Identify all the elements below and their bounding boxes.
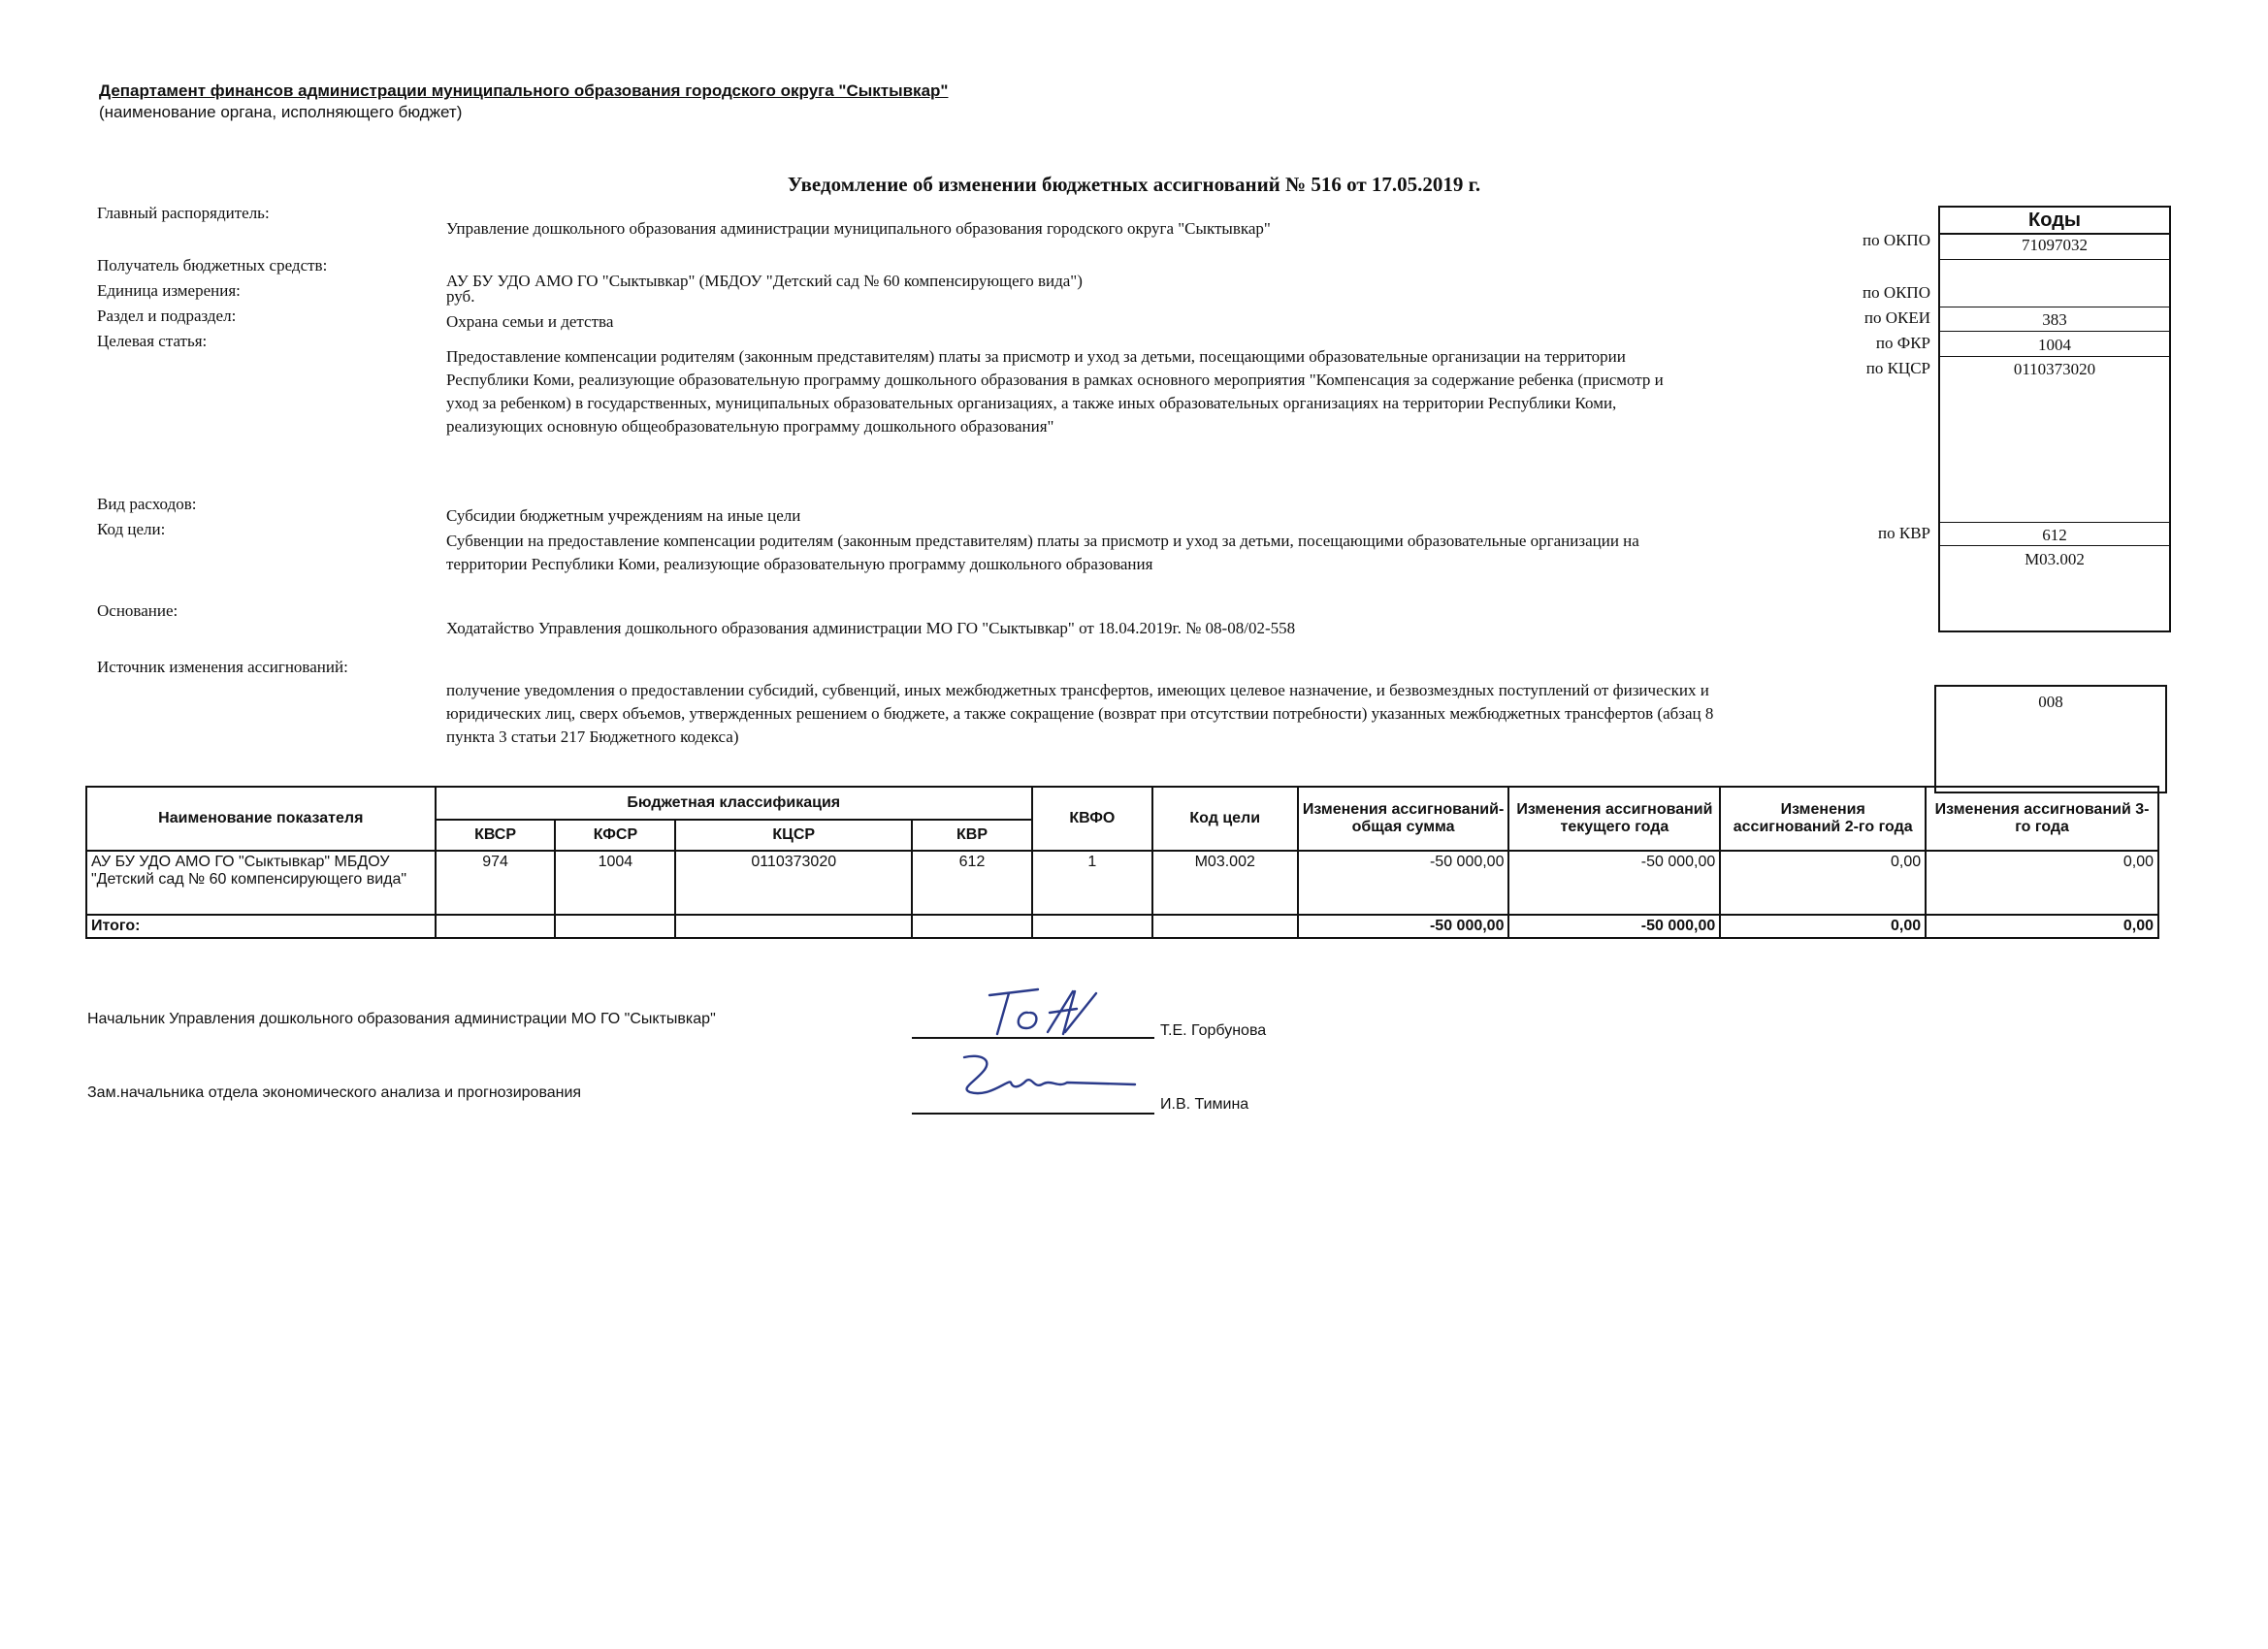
signature-line-2 — [912, 1112, 1154, 1115]
field-label-goal-code: Код цели: — [97, 520, 166, 538]
header-current-year-change: Изменения ассигнований текущего года — [1508, 787, 1720, 851]
total-sum: -50 000,00 — [1298, 915, 1509, 938]
field-label-unit: Единица измерения: — [97, 281, 241, 300]
header-kvr: КВР — [912, 820, 1032, 851]
code-kvr-value: 612 — [1940, 522, 2169, 546]
header-kcsr: КЦСР — [675, 820, 912, 851]
field-value-goal-code: Субвенции на предоставление компенсации родителям (законным представителям) платы за присмотр и уход за детьми, посещающими образовательные организации на территории Республики Коми, реализующие образовательную программу дошкольного образования — [446, 532, 1639, 573]
code-label-fkr: по ФКР — [1875, 334, 1930, 352]
total-row — [86, 915, 2158, 938]
document-title: Уведомление об изменении бюджетных ассигнований № 516 от 17.05.2019 г. — [787, 173, 1481, 196]
source-code-value: 008 — [2038, 693, 2063, 711]
code-okpo-value: 71097032 — [1940, 233, 2169, 260]
field-value-unit: руб. — [446, 287, 475, 306]
field-label-target-item: Целевая статья: — [97, 332, 208, 350]
header-kfsr: КФСР — [555, 820, 675, 851]
header-goal-code: Код цели — [1152, 787, 1298, 851]
code-goal-value: М03.002 — [2025, 550, 2085, 568]
header-budget-classification: Бюджетная классификация — [436, 787, 1032, 820]
signature-name-1: Т.Е. Горбунова — [1160, 1022, 1267, 1039]
field-value-chief-manager: Управление дошкольного образования администрации муниципального образования городского округа "Сыктывкар" — [446, 219, 1271, 238]
header-total-change: Изменения ассигнований- общая сумма — [1298, 787, 1509, 851]
field-value-recipient: АУ БУ УДО АМО ГО "Сыктывкар" (МБДОУ "Детский сад № 60 компенсирующего вида") — [446, 272, 1083, 290]
field-label-recipient: Получатель бюджетных средств: — [97, 256, 328, 275]
row-kfsr: 1004 — [555, 851, 675, 915]
total-year2: 0,00 — [1720, 915, 1926, 938]
field-label-section: Раздел и подраздел: — [97, 307, 237, 325]
source-code-box — [1934, 685, 2167, 793]
codes-header: Коды — [1940, 208, 2169, 235]
field-label-expense-type: Вид расходов: — [97, 495, 197, 513]
codes-box — [1938, 206, 2171, 632]
handwritten-signature-2 — [951, 1050, 1145, 1108]
assignments-table — [85, 786, 2159, 939]
header-kvsr: КВСР — [436, 820, 556, 851]
total-year3: 0,00 — [1926, 915, 2158, 938]
row-kvr: 612 — [912, 851, 1032, 915]
field-value-basis: Ходатайство Управления дошкольного образования администрации МО ГО "Сыктывкар" от 18.04.2019г. № 08-08/02-558 — [446, 619, 1296, 637]
signature-position-1: Начальник Управления дошкольного образования администрации МО ГО "Сыктывкар" — [87, 1011, 716, 1027]
field-value-target-item: Предоставление компенсации родителям (законным представителям) платы за присмотр и уход за детьми, посещающими образовательные организации на территории Республики Коми, реализующие образовательную программу дошкольного образования в рамках основного мероприятия "Компенсация за содержание ребенка (присмотр и уход за ребенком) в государственных, муниципальных образовательных организациях, а также иных образовательных организациях на территории Республики Коми, реализующих основную общеобразовательную программу дошкольного образования" — [446, 347, 1664, 436]
row-goal: М03.002 — [1152, 851, 1298, 915]
field-label-source: Источник изменения ассигнований: — [97, 658, 348, 676]
header-year2-change: Изменения ассигнований 2-го года — [1720, 787, 1926, 851]
signature-position-2: Зам.начальника отдела экономического анализа и прогнозирования — [87, 1084, 582, 1101]
table-row — [86, 851, 2158, 915]
code-label-okpo: по ОКПО — [1862, 231, 1930, 249]
code-label-okei: по ОКЕИ — [1863, 308, 1930, 327]
field-label-basis: Основание: — [97, 601, 178, 620]
total-label: Итого: — [86, 915, 436, 938]
row-year2: 0,00 — [1720, 851, 1926, 915]
row-current: -50 000,00 — [1508, 851, 1720, 915]
header-year3-change: Изменения ассигнований 3-го года — [1926, 787, 2158, 851]
field-value-expense-type: Субсидии бюджетным учреждениям на иные цели — [446, 506, 801, 525]
code-okpo-2-value — [1940, 283, 2169, 307]
row-kvsr: 974 — [436, 851, 556, 915]
field-value-source: получение уведомления о предоставлении субсидий, субвенций, иных межбюджетных трансфертов, имеющих целевое назначение, и безвозмездных поступлений от физических и юридических лиц, сверх объемов, утвержденных решением о бюджете, а также сокращение (возврат при отсутствии потребности) указанных межбюджетных трансфертов (абзац 8 пункта 3 статьи 217 Бюджетного кодекса) — [446, 681, 1714, 746]
code-kcsr-value: 0110373020 — [2013, 360, 2096, 378]
signature-name-2: И.В. Тимина — [1160, 1096, 1249, 1113]
header-kvfo: КВФО — [1032, 787, 1152, 851]
total-current: -50 000,00 — [1508, 915, 1720, 938]
field-value-section: Охрана семьи и детства — [446, 312, 614, 331]
row-total: -50 000,00 — [1298, 851, 1509, 915]
code-label-okpo-2: по ОКПО — [1862, 283, 1930, 302]
row-kcsr: 0110373020 — [675, 851, 912, 915]
row-kvfo: 1 — [1032, 851, 1152, 915]
header-indicator-name: Наименование показателя — [86, 787, 436, 851]
organization-name: Департамент финансов администрации муниципального образования городского округа "Сыктывкар" — [99, 81, 949, 100]
row-name: АУ БУ УДО АМО ГО "Сыктывкар" МБДОУ "Детский сад № 60 компенсирующего вида" — [86, 851, 436, 915]
code-okei-value: 383 — [1940, 307, 2169, 332]
code-label-kvr: по КВР — [1878, 524, 1930, 542]
field-label-chief-manager: Главный распорядитель: — [97, 204, 270, 222]
row-year3: 0,00 — [1926, 851, 2158, 915]
code-label-kcsr: по КЦСР — [1865, 359, 1930, 377]
code-fkr-value: 1004 — [1940, 333, 2169, 357]
handwritten-signature-1 — [980, 984, 1145, 1042]
organization-caption: (наименование органа, исполняющего бюджет) — [99, 103, 463, 121]
